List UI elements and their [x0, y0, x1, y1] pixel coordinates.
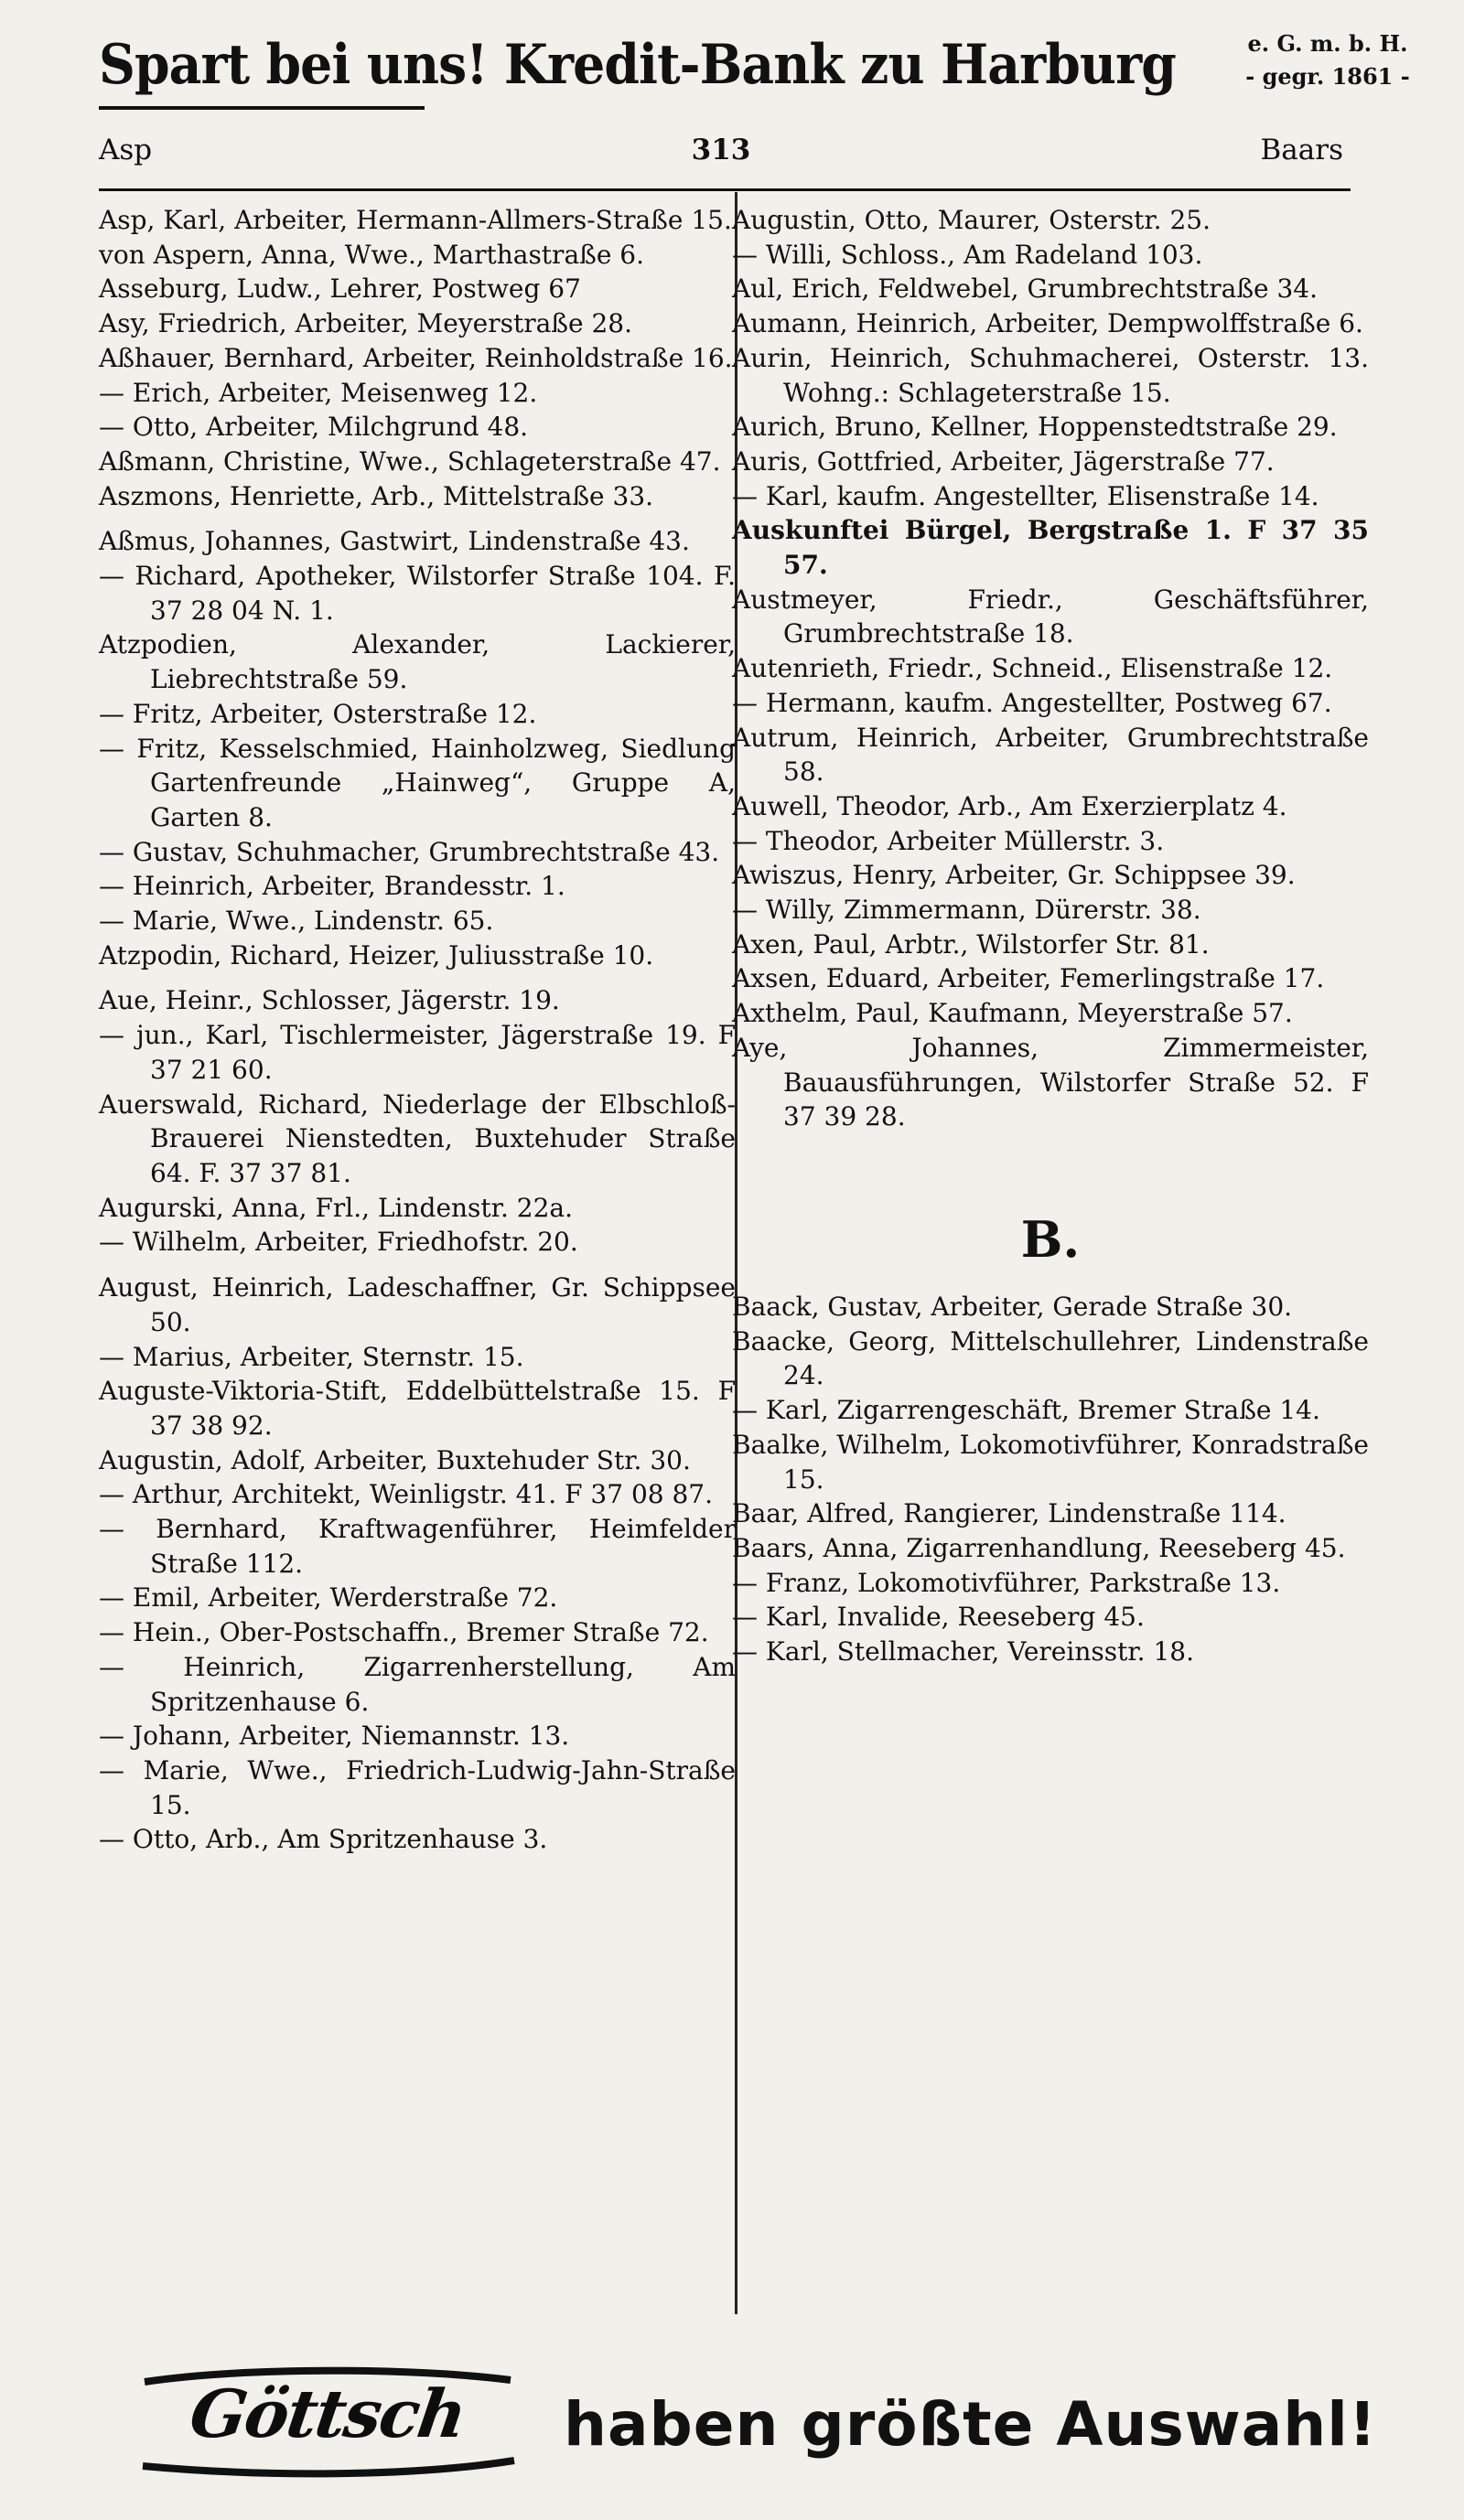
directory-entry: — Otto, Arbeiter, Milchgrund 48.: [99, 412, 529, 443]
directory-entry: Asy, Friedrich, Arbeiter, Meyerstraße 28.: [99, 308, 633, 339]
right-column-b-entries: [732, 1290, 1369, 1669]
directory-entry: Asp, Karl, Arbeiter, Hermann-Allmers-Straße 15.: [99, 205, 732, 235]
directory-entry: — Fritz, Kesselschmied, Hainholzweg, Siedlung Gartenfreunde „Hainweg“, Gruppe A, Garten 8.: [99, 733, 736, 832]
directory-entry: — jun., Karl, Tischlermeister, Jägerstraße 19. F 37 21 60.: [99, 1020, 736, 1085]
directory-entry: — Emil, Arbeiter, Werderstraße 72.: [99, 1582, 558, 1614]
directory-entry: Auwell, Theodor, Arb., Am Exerzierplatz 4.: [732, 790, 1287, 821]
directory-entry: — Arthur, Architekt, Weinligstr. 41. F 37 08 87.: [99, 1479, 714, 1510]
directory-entry: Austmeyer, Friedr., Geschäftsführer, Grumbrechtstraße 18.: [732, 584, 1369, 649]
bank-slogan: Spart bei uns! Kredit-Bank zu Harburg: [99, 33, 1176, 97]
directory-entry: — Richard, Apotheker, Wilstorfer Straße 104. F. 37 28 04 N. 1.: [99, 561, 736, 626]
directory-entry: — Heinrich, Arbeiter, Brandesstr. 1.: [99, 871, 565, 902]
directory-entry: Axthelm, Paul, Kaufmann, Meyerstraße 57.: [732, 998, 1293, 1029]
page-number: 313: [691, 134, 751, 166]
directory-entry: — Marie, Wwe., Friedrich-Ludwig-Jahn-Straße 15.: [99, 1754, 736, 1820]
directory-entry: Axsen, Eduard, Arbeiter, Femerlingstraße 17.: [732, 963, 1325, 994]
directory-entry: von Aspern, Anna, Wwe., Marthastraße 6.: [99, 239, 645, 270]
directory-entry: Aßmann, Christine, Wwe., Schlageterstraße 47.: [99, 445, 721, 477]
bank-legal-info: [1222, 27, 1433, 93]
directory-entry: — Karl, Zigarrengeschäft, Bremer Straße 14.: [732, 1395, 1320, 1426]
directory-entry: — Otto, Arb., Am Spritzenhause 3.: [99, 1824, 548, 1855]
directory-entry: — Marius, Arbeiter, Sternstr. 15.: [99, 1341, 524, 1372]
running-head: [99, 134, 1343, 174]
directory-entry: Aurich, Bruno, Kellner, Hoppenstedtstraße 29.: [732, 412, 1338, 443]
brand-name: Göttsch: [185, 2375, 470, 2452]
advert-tagline: haben größte Auswahl!: [564, 2389, 1377, 2460]
directory-entry: — Karl, Stellmacher, Vereinsstr. 18.: [732, 1636, 1194, 1667]
directory-entry: — Erich, Arbeiter, Meisenweg 12.: [99, 377, 538, 408]
right-column-a-entries: [732, 203, 1369, 1134]
slogan-underline: [99, 106, 425, 110]
directory-entry: Asseburg, Ludw., Lehrer, Postweg 67: [99, 273, 581, 305]
directory-entry: — Karl, Invalide, Reeseberg 45.: [732, 1602, 1145, 1633]
left-column: [99, 203, 736, 1857]
directory-entry: — Franz, Lokomotivführer, Parkstraße 13.: [732, 1567, 1281, 1598]
directory-entry: Atzpodien, Alexander, Lackierer, Liebrechtstraße 59.: [99, 629, 736, 695]
directory-entry: Aßmus, Johannes, Gastwirt, Lindenstraße 43.: [99, 526, 690, 557]
brand-logo: [135, 2364, 520, 2479]
directory-entry: — Hermann, kaufm. Angestellter, Postweg 67.: [732, 687, 1332, 718]
directory-entry: — Theodor, Arbeiter Müllerstr. 3.: [732, 825, 1165, 856]
directory-entry: August, Heinrich, Ladeschaffner, Gr. Schippsee 50.: [99, 1272, 736, 1337]
directory-entry: Aul, Erich, Feldwebel, Grumbrechtstraße 34.: [732, 273, 1319, 305]
directory-entry: — Willy, Zimmermann, Dürerstr. 38.: [732, 895, 1201, 926]
directory-entry: — Hein., Ober-Postschaffn., Bremer Straße 72.: [99, 1617, 709, 1648]
directory-entry: Awiszus, Henry, Arbeiter, Gr. Schippsee 39.: [732, 860, 1296, 891]
directory-entry: — Johann, Arbeiter, Niemannstr. 13.: [99, 1721, 570, 1752]
directory-entry: — Fritz, Arbeiter, Osterstraße 12.: [99, 698, 537, 729]
first-entry-keyword: Asp: [99, 134, 153, 166]
directory-entry: — Wilhelm, Arbeiter, Friedhofstr. 20.: [99, 1227, 578, 1258]
directory-entry: Augustin, Otto, Maurer, Osterstr. 25.: [732, 205, 1211, 235]
directory-entry: Auskunftei Bürgel, Bergstraße 1. F 37 35 57.: [732, 515, 1369, 581]
directory-entry: Atzpodin, Richard, Heizer, Juliusstraße 10.: [99, 939, 654, 970]
directory-entry: Aurin, Heinrich, Schuhmacherei, Osterstr. 13. Wohng.: Schlageterstraße 15.: [732, 342, 1369, 408]
right-column: [732, 203, 1369, 1669]
directory-entry: — Gustav, Schuhmacher, Grumbrechtstraße 43.: [99, 836, 720, 867]
directory-entry: Aye, Johannes, Zimmermeister, Bauausführungen, Wilstorfer Straße 52. F 37 39 28.: [732, 1032, 1369, 1132]
directory-entry: Auguste-Viktoria-Stift, Eddelbüttelstraße 15. F 37 38 92.: [99, 1376, 736, 1441]
directory-entry: — Heinrich, Zigarrenherstellung, Am Spritzenhause 6.: [99, 1651, 736, 1717]
header-rule: [99, 188, 1351, 191]
directory-entry: — Karl, kaufm. Angestellter, Elisenstraße 14.: [732, 480, 1319, 511]
directory-entry: Aue, Heinr., Schlosser, Jägerstr. 19.: [99, 985, 560, 1016]
directory-entry: Augurski, Anna, Frl., Lindenstr. 22a.: [99, 1192, 573, 1223]
founded-year: - gegr. 1861 -: [1245, 63, 1410, 90]
directory-entry: Aumann, Heinrich, Arbeiter, Dempwolffstraße 6.: [732, 308, 1363, 339]
directory-entry: Auerswald, Richard, Niederlage der Elbschloß-Brauerei Nienstedten, Buxtehuder Straße 64. F. 37 37 81.: [99, 1088, 736, 1188]
directory-entry: Baack, Gustav, Arbeiter, Gerade Straße 30.: [732, 1291, 1293, 1322]
directory-entry: Augustin, Adolf, Arbeiter, Buxtehuder Str. 30.: [99, 1444, 691, 1475]
directory-entry: Autrum, Heinrich, Arbeiter, Grumbrechtstraße 58.: [732, 722, 1369, 788]
section-letter-b: B.: [1020, 1209, 1081, 1269]
directory-entry: Baar, Alfred, Rangierer, Lindenstraße 114.: [732, 1498, 1286, 1529]
directory-entry: Baars, Anna, Zigarrenhandlung, Reeseberg 45.: [732, 1532, 1346, 1563]
last-entry-keyword: Baars: [1260, 134, 1343, 166]
directory-entry: Aßhauer, Bernhard, Arbeiter, Reinholdstraße 16.: [99, 342, 733, 373]
directory-entry: Aszmons, Henriette, Arb., Mittelstraße 33.: [99, 480, 654, 511]
directory-entry: — Marie, Wwe., Lindenstr. 65.: [99, 906, 494, 937]
directory-entry: Auris, Gottfried, Arbeiter, Jägerstraße 77.: [732, 445, 1275, 477]
directory-entry: Autenrieth, Friedr., Schneid., Elisenstraße 12.: [732, 653, 1333, 684]
legal-form: e. G. m. b. H.: [1247, 30, 1408, 57]
directory-entry: — Bernhard, Kraftwagenführer, Heimfelder Straße 112.: [99, 1514, 736, 1579]
directory-entry: Axen, Paul, Arbtr., Wilstorfer Str. 81.: [732, 928, 1210, 960]
bottom-advert: [102, 2353, 1377, 2499]
directory-entry: Baalke, Wilhelm, Lokomotivführer, Konradstraße 15.: [732, 1429, 1369, 1495]
directory-entry: Baacke, Georg, Mittelschullehrer, Lindenstraße 24.: [732, 1325, 1369, 1391]
directory-entry: — Willi, Schloss., Am Radeland 103.: [732, 239, 1203, 270]
header-banner: [99, 26, 1410, 113]
